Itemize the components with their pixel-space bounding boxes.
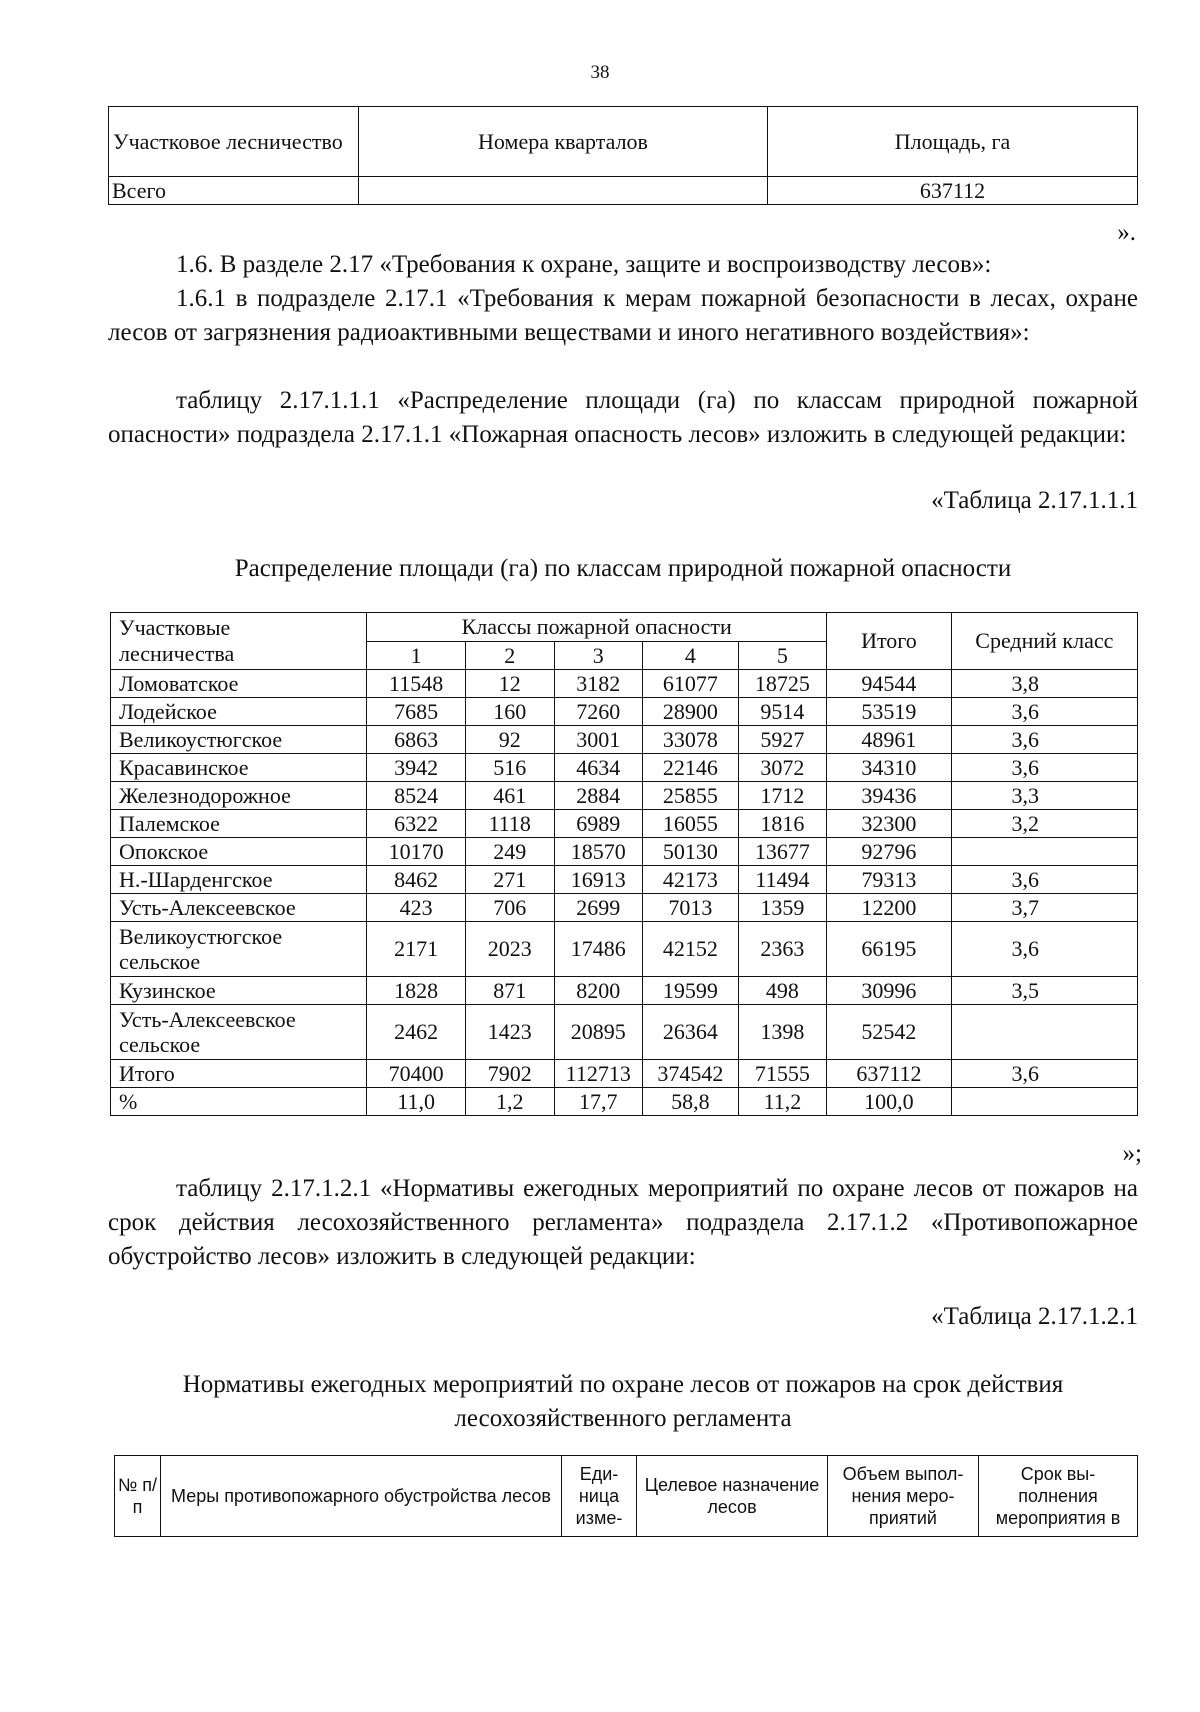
class-value-cell: 8462 bbox=[367, 866, 466, 894]
class-value-cell: 18725 bbox=[738, 670, 826, 698]
forestry-name-cell: Усть-Алексеевское bbox=[111, 894, 367, 922]
total-area: 637112 bbox=[768, 177, 1138, 205]
table-row bbox=[111, 1088, 1138, 1116]
total-cell: 79313 bbox=[827, 866, 952, 894]
class-value-cell: 374542 bbox=[642, 1060, 738, 1088]
table-row bbox=[111, 866, 1138, 894]
forestry-name-cell: Н.-Шарденгское bbox=[111, 866, 367, 894]
class-value-cell: 498 bbox=[738, 977, 826, 1005]
class-value-cell: 17486 bbox=[554, 922, 642, 977]
header-target-purpose: Целевое назначение лесов bbox=[637, 1456, 828, 1537]
class-value-cell: 22146 bbox=[642, 754, 738, 782]
class-value-cell: 3001 bbox=[554, 726, 642, 754]
class-value-cell: 706 bbox=[466, 894, 554, 922]
header-quarters: Номера кварталов bbox=[359, 107, 768, 177]
total-cell: 12200 bbox=[827, 894, 952, 922]
class-value-cell: 461 bbox=[466, 782, 554, 810]
average-class-cell: 3,6 bbox=[951, 726, 1137, 754]
class-value-cell: 249 bbox=[466, 838, 554, 866]
class-value-cell: 271 bbox=[466, 866, 554, 894]
page-number: 38 bbox=[590, 62, 610, 83]
class-value-cell: 3182 bbox=[554, 670, 642, 698]
class-number-header: 4 bbox=[642, 642, 738, 670]
class-value-cell: 7685 bbox=[367, 698, 466, 726]
class-number-header: 2 bbox=[466, 642, 554, 670]
class-value-cell: 11494 bbox=[738, 866, 826, 894]
class-number-header: 5 bbox=[738, 642, 826, 670]
class-value-cell: 16055 bbox=[642, 810, 738, 838]
class-value-cell: 9514 bbox=[738, 698, 826, 726]
class-value-cell: 2884 bbox=[554, 782, 642, 810]
average-class-cell bbox=[951, 838, 1137, 866]
class-value-cell: 1118 bbox=[466, 810, 554, 838]
class-value-cell: 11,2 bbox=[738, 1088, 826, 1116]
class-value-cell: 61077 bbox=[642, 670, 738, 698]
table-row bbox=[111, 670, 1138, 698]
total-cell: 100,0 bbox=[827, 1088, 952, 1116]
average-class-cell: 3,2 bbox=[951, 810, 1137, 838]
class-value-cell: 1398 bbox=[738, 1005, 826, 1060]
total-cell: 52542 bbox=[827, 1005, 952, 1060]
forestry-name-cell: Великоустюгское сельское bbox=[111, 922, 367, 977]
class-value-cell: 2699 bbox=[554, 894, 642, 922]
class-value-cell: 1712 bbox=[738, 782, 826, 810]
class-value-cell: 19599 bbox=[642, 977, 738, 1005]
closing-quote: »; bbox=[1122, 1140, 1142, 1167]
class-value-cell: 423 bbox=[367, 894, 466, 922]
forestry-name-cell: % bbox=[111, 1088, 367, 1116]
total-label: Всего bbox=[109, 177, 359, 205]
class-number-header: 3 bbox=[554, 642, 642, 670]
table-row bbox=[111, 977, 1138, 1005]
class-value-cell: 3072 bbox=[738, 754, 826, 782]
table-title-line2: лесохозяйственного регламента bbox=[454, 1405, 792, 1432]
forestry-name-cell: Железнодорожное bbox=[111, 782, 367, 810]
forestry-name-cell: Опокское bbox=[111, 838, 367, 866]
header-number: № п/п bbox=[115, 1456, 161, 1537]
average-class-cell: 3,8 bbox=[951, 670, 1137, 698]
class-value-cell: 160 bbox=[466, 698, 554, 726]
average-class-cell: 3,6 bbox=[951, 754, 1137, 782]
fire-prevention-norms-table bbox=[114, 1455, 1138, 1537]
total-cell: 66195 bbox=[827, 922, 952, 977]
forestry-name-cell: Усть-Алексеевское сельское bbox=[111, 1005, 367, 1060]
average-class-cell: 3,3 bbox=[951, 782, 1137, 810]
header-classes: Классы пожарной опасности bbox=[367, 613, 827, 642]
forestry-name-cell: Лодейское bbox=[111, 698, 367, 726]
class-value-cell: 6322 bbox=[367, 810, 466, 838]
class-value-cell: 1423 bbox=[466, 1005, 554, 1060]
table-title: Распределение площади (га) по классам природной пожарной опасности bbox=[234, 555, 1012, 582]
header-volume: Объем выпол- нения меро- приятий bbox=[828, 1456, 979, 1537]
table-row bbox=[111, 698, 1138, 726]
average-class-cell bbox=[951, 1088, 1137, 1116]
total-cell: 94544 bbox=[827, 670, 952, 698]
average-class-cell: 3,6 bbox=[951, 922, 1137, 977]
class-value-cell: 4634 bbox=[554, 754, 642, 782]
fire-danger-classes-table bbox=[110, 612, 1138, 1116]
class-value-cell: 18570 bbox=[554, 838, 642, 866]
class-value-cell: 20895 bbox=[554, 1005, 642, 1060]
table-row bbox=[111, 754, 1138, 782]
class-value-cell: 13677 bbox=[738, 838, 826, 866]
average-class-cell bbox=[951, 1005, 1137, 1060]
class-value-cell: 25855 bbox=[642, 782, 738, 810]
class-value-cell: 7902 bbox=[466, 1060, 554, 1088]
average-class-cell: 3,7 bbox=[951, 894, 1137, 922]
average-class-cell: 3,6 bbox=[951, 1060, 1137, 1088]
class-value-cell: 2363 bbox=[738, 922, 826, 977]
forestry-name-cell: Красавинское bbox=[111, 754, 367, 782]
class-number-header: 1 bbox=[367, 642, 466, 670]
forestry-name-cell: Итого bbox=[111, 1060, 367, 1088]
table-row bbox=[111, 782, 1138, 810]
class-value-cell: 5927 bbox=[738, 726, 826, 754]
table-row bbox=[111, 1060, 1138, 1088]
class-value-cell: 11548 bbox=[367, 670, 466, 698]
table-row bbox=[111, 810, 1138, 838]
header-unit: Еди- ница изме- bbox=[562, 1456, 637, 1537]
total-cell: 32300 bbox=[827, 810, 952, 838]
class-value-cell: 42152 bbox=[642, 922, 738, 977]
class-value-cell: 112713 bbox=[554, 1060, 642, 1088]
class-value-cell: 28900 bbox=[642, 698, 738, 726]
class-value-cell: 70400 bbox=[367, 1060, 466, 1088]
table-reference: «Таблица 2.17.1.1.1 bbox=[931, 487, 1138, 514]
total-cell: 39436 bbox=[827, 782, 952, 810]
class-value-cell: 50130 bbox=[642, 838, 738, 866]
class-value-cell: 3942 bbox=[367, 754, 466, 782]
paragraph-1-6: 1.6. В разделе 2.17 «Требования к охране, защите и воспроизводству лесов»: bbox=[176, 251, 992, 278]
header-average-class: Средний класс bbox=[951, 613, 1137, 670]
average-class-cell: 3,6 bbox=[951, 698, 1137, 726]
class-value-cell: 1828 bbox=[367, 977, 466, 1005]
table-title-line1: Нормативы ежегодных мероприятий по охране лесов от пожаров на срок действия bbox=[182, 1371, 1064, 1398]
class-value-cell: 7013 bbox=[642, 894, 738, 922]
total-cell: 637112 bbox=[827, 1060, 952, 1088]
header-district: Участковое лесничество bbox=[109, 107, 359, 177]
class-value-cell: 1816 bbox=[738, 810, 826, 838]
header-area: Площадь, га bbox=[768, 107, 1138, 177]
forest-districts-summary-table bbox=[108, 106, 1138, 205]
class-value-cell: 71555 bbox=[738, 1060, 826, 1088]
class-value-cell: 7260 bbox=[554, 698, 642, 726]
forestry-name-cell: Великоустюгское bbox=[111, 726, 367, 754]
average-class-cell: 3,6 bbox=[951, 866, 1137, 894]
class-value-cell: 871 bbox=[466, 977, 554, 1005]
total-cell: 30996 bbox=[827, 977, 952, 1005]
class-value-cell: 8524 bbox=[367, 782, 466, 810]
class-value-cell: 92 bbox=[466, 726, 554, 754]
class-value-cell: 33078 bbox=[642, 726, 738, 754]
class-value-cell: 2462 bbox=[367, 1005, 466, 1060]
header-deadline: Срок вы- полнения мероприятия в bbox=[979, 1456, 1138, 1537]
class-value-cell: 1359 bbox=[738, 894, 826, 922]
class-value-cell: 516 bbox=[466, 754, 554, 782]
table-reference: «Таблица 2.17.1.2.1 bbox=[931, 1303, 1138, 1330]
class-value-cell: 11,0 bbox=[367, 1088, 466, 1116]
class-value-cell: 6863 bbox=[367, 726, 466, 754]
header-forestry: Участковые лесничества bbox=[111, 613, 367, 670]
table-row bbox=[111, 894, 1138, 922]
forestry-name-cell: Палемское bbox=[111, 810, 367, 838]
class-value-cell: 26364 bbox=[642, 1005, 738, 1060]
table-row bbox=[111, 1005, 1138, 1060]
class-value-cell: 6989 bbox=[554, 810, 642, 838]
header-total: Итого bbox=[827, 613, 952, 670]
class-value-cell: 17,7 bbox=[554, 1088, 642, 1116]
class-value-cell: 10170 bbox=[367, 838, 466, 866]
table-row bbox=[111, 922, 1138, 977]
class-value-cell: 42173 bbox=[642, 866, 738, 894]
total-cell: 34310 bbox=[827, 754, 952, 782]
class-value-cell: 1,2 bbox=[466, 1088, 554, 1116]
total-quarters bbox=[359, 177, 768, 205]
table-row bbox=[111, 838, 1138, 866]
class-value-cell: 2171 bbox=[367, 922, 466, 977]
forestry-name-cell: Кузинское bbox=[111, 977, 367, 1005]
class-value-cell: 8200 bbox=[554, 977, 642, 1005]
class-value-cell: 12 bbox=[466, 670, 554, 698]
paragraph-table-2-17-1-1-1: таблицу 2.17.1.1.1 «Распределение площади (га) по классам природной пожарной опасности» подраздела 2.17.1.1 «Пожарная опасность лесов» изложить в следующей редакции: bbox=[108, 387, 1138, 448]
total-cell: 53519 bbox=[827, 698, 952, 726]
table-row bbox=[111, 726, 1138, 754]
class-value-cell: 2023 bbox=[466, 922, 554, 977]
class-value-cell: 58,8 bbox=[642, 1088, 738, 1116]
forestry-name-cell: Ломоватское bbox=[111, 670, 367, 698]
closing-quote: ». bbox=[1117, 219, 1136, 246]
paragraph-1-6-1: 1.6.1 в подразделе 2.17.1 «Требования к мерам пожарной безопасности в лесах, охране лесов от загрязнения радиоактивными веществами и иного негативного воздействия»: bbox=[108, 285, 1138, 346]
average-class-cell: 3,5 bbox=[951, 977, 1137, 1005]
paragraph-table-2-17-1-2-1: таблицу 2.17.1.2.1 «Нормативы ежегодных мероприятий по охране лесов от пожаров на срок действия лесохозяйственного регламента» подраздела 2.17.1.2 «Противопожарное обустройство лесов» изложить в следующей редакции: bbox=[108, 1175, 1138, 1270]
total-cell: 92796 bbox=[827, 838, 952, 866]
header-measures: Меры противопожарного обустройства лесов bbox=[161, 1456, 562, 1537]
total-cell: 48961 bbox=[827, 726, 952, 754]
class-value-cell: 16913 bbox=[554, 866, 642, 894]
